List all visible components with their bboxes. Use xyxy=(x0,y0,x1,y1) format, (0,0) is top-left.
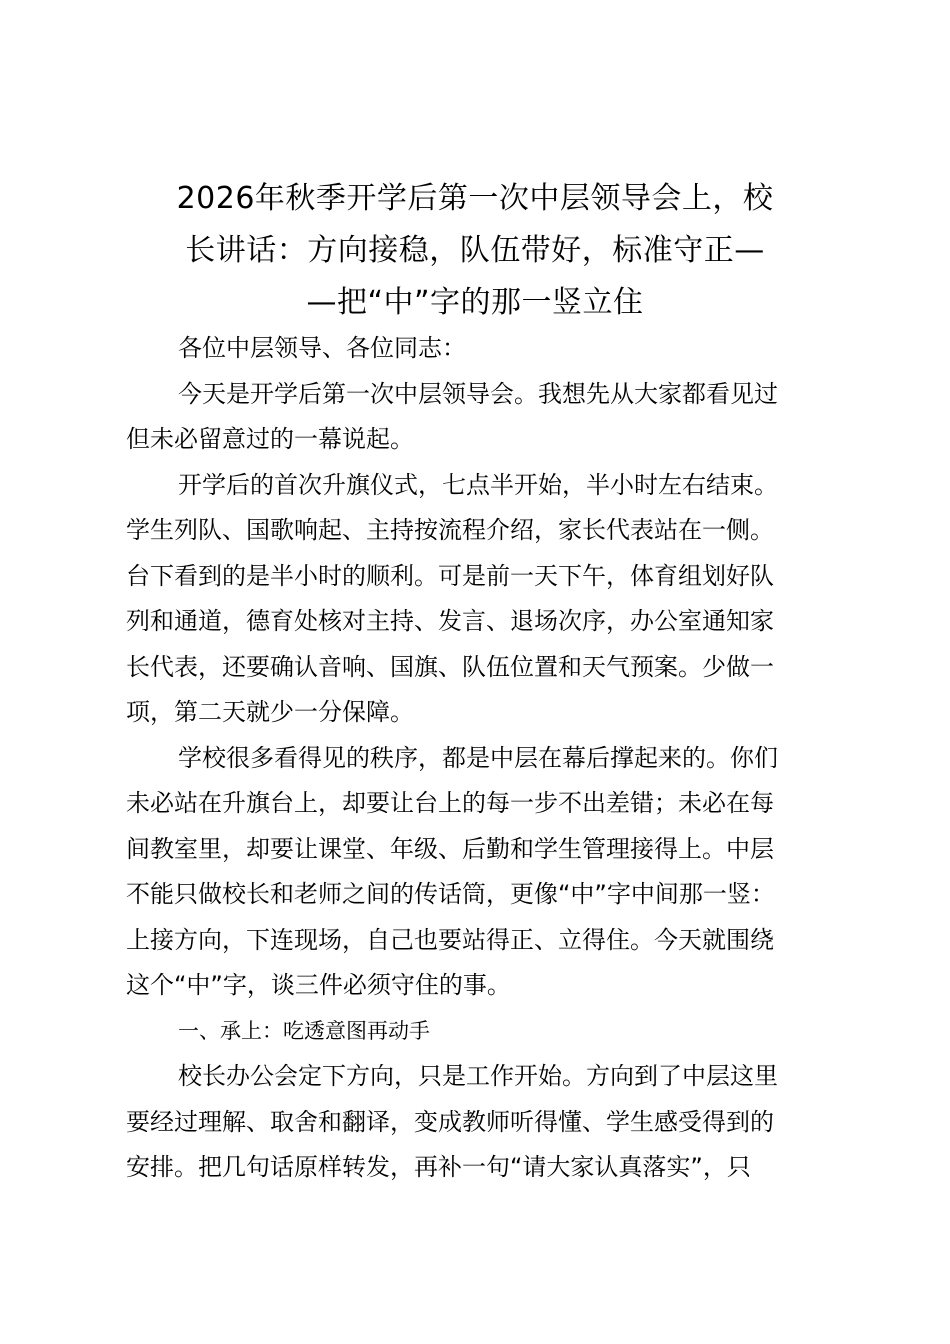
salutation-text: 各位中层领导、各位同志： xyxy=(178,334,466,362)
title-line: 长讲话：方向接稳，队伍带好，标准守正— xyxy=(185,233,765,268)
paragraph-line: 长代表，还要确认音响、国旗、队伍位置和天气预案。少做一 xyxy=(126,652,774,681)
document-body xyxy=(126,326,856,1191)
paragraph-line: 项，第二天就少一分保障。 xyxy=(126,698,414,726)
paragraph-line: 上接方向，下连现场，自己也要站得正、立得住。今天就围绕 xyxy=(126,925,774,954)
paragraph-line: 不能只做校长和老师之间的传话筒，更像“中”字中间那一竖： xyxy=(126,880,775,908)
paragraph-line: 要经过理解、取舍和翻译，变成教师听得懂、学生感受得到的 xyxy=(126,1107,774,1136)
salutation xyxy=(126,326,856,372)
paragraph-line: 学校很多看得见的秩序，都是中层在幕后撑起来的。你们 xyxy=(178,743,778,772)
title-line: 2026年秋季开学后第一次中层领导会上，校 xyxy=(176,181,774,216)
paragraph-1 xyxy=(126,372,856,463)
paragraph-line: 这个“中”字，谈三件必须守住的事。 xyxy=(126,971,511,999)
paragraph-line: 未必站在升旗台上，却要让台上的每一步不出差错；未必在每 xyxy=(126,789,774,817)
document-title xyxy=(110,173,840,329)
section-heading: 一、承上：吃透意图再动手 xyxy=(178,1018,430,1043)
paragraph-3 xyxy=(126,736,856,1009)
paragraph-line: 开学后的首次升旗仪式，七点半开始，半小时左右结束。 xyxy=(178,470,778,499)
paragraph-line: 安排。把几句话原样转发，再补一句“请大家认真落实”，只 xyxy=(126,1153,751,1181)
section-paragraph xyxy=(126,1054,856,1191)
paragraph-line: 校长办公会定下方向，只是工作开始。方向到了中层这里 xyxy=(178,1062,778,1090)
paragraph-line: 今天是开学后第一次中层领导会。我想先从大家都看见过 xyxy=(178,379,778,408)
title-line: —把“中”字的那一竖立住 xyxy=(306,285,644,320)
paragraph-2 xyxy=(126,463,856,736)
paragraph-line: 但未必留意过的一幕说起。 xyxy=(126,425,414,453)
paragraph-line: 台下看到的是半小时的顺利。可是前一天下午，体育组划好队 xyxy=(126,561,774,590)
paragraph-line: 学生列队、国歌响起、主持按流程介绍，家长代表站在一侧。 xyxy=(126,516,774,544)
paragraph-line: 列和通道，德育处核对主持、发言、退场次序，办公室通知家 xyxy=(126,607,774,635)
paragraph-line: 间教室里，却要让课堂、年级、后勤和学生管理接得上。中层 xyxy=(126,834,774,863)
